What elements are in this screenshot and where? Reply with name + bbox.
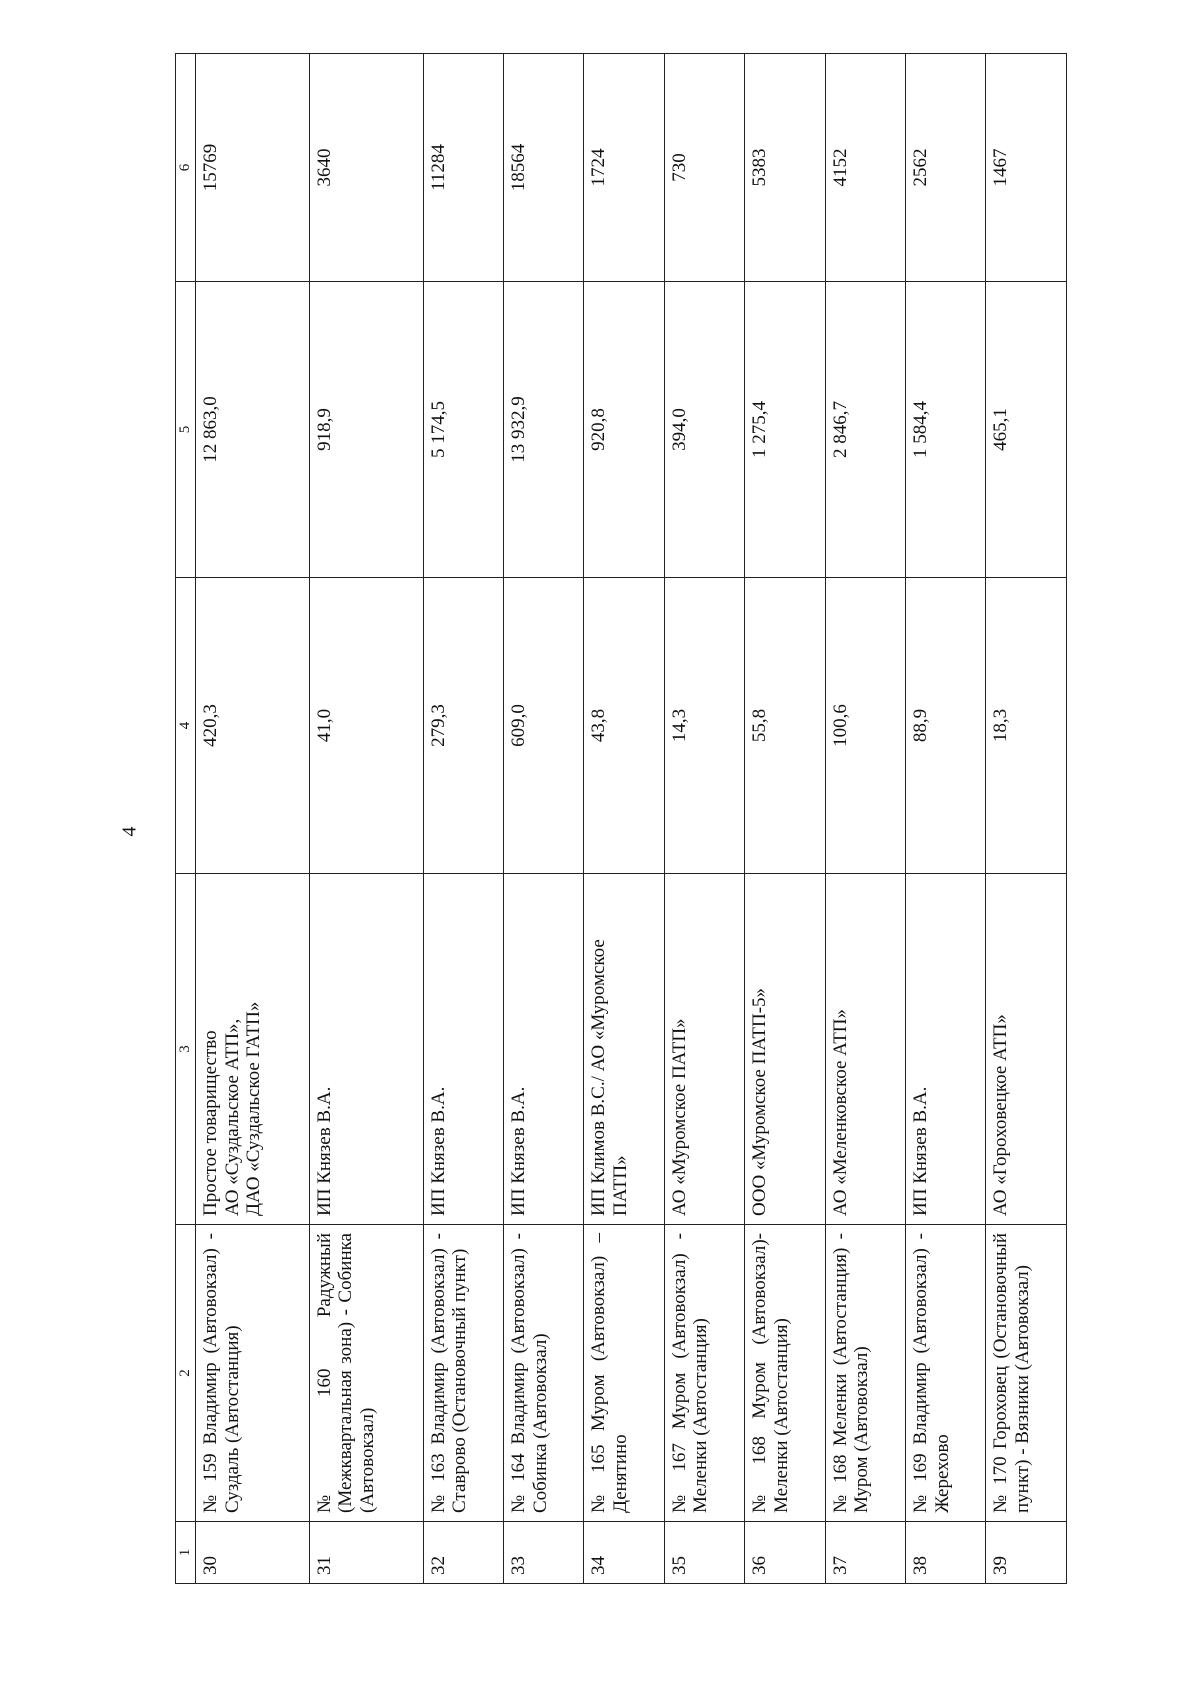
carrier-line: ООО «Муромское ПАТП-5» [749, 987, 771, 1216]
value-cell-col-5: 1 275,4 [745, 282, 825, 578]
carrier-cell [584, 874, 664, 1225]
value-cell-col-4: 43,8 [584, 578, 664, 874]
row-number-cell: 33 [503, 1522, 583, 1584]
value-cell-col-4: 279,3 [423, 578, 503, 874]
value-cell-col-4: 18,3 [986, 578, 1067, 874]
carrier-line: ИП Князев В.А. [507, 1086, 529, 1216]
value-cell-col-6: 15769 [196, 54, 310, 282]
row-number-cell: 36 [745, 1522, 825, 1584]
table-row [584, 54, 664, 1584]
table-row [664, 54, 744, 1584]
route-cell: № 159 Владимир (Автовокзал) - Суздаль (Автостанция) [196, 1225, 310, 1522]
carrier-cell [196, 874, 310, 1225]
route-cell: № 168 Муром (Автовокзал)- Меленки (Автостанция) [745, 1225, 825, 1522]
value-cell-col-5: 1 584,4 [906, 282, 986, 578]
table-row [986, 54, 1067, 1584]
row-number-cell: 37 [825, 1522, 905, 1584]
routes-table [175, 53, 1067, 1584]
header-col-4: 4 [176, 578, 196, 874]
route-cell: № 164 Владимир (Автовокзал) - Собинка (Автовокзал) [503, 1225, 583, 1522]
table-row [196, 54, 310, 1584]
carrier-cell [986, 874, 1067, 1225]
carrier-cell [503, 874, 583, 1225]
table-row [906, 54, 986, 1584]
row-number-cell: 39 [986, 1522, 1067, 1584]
value-cell-col-5: 5 174,5 [423, 282, 503, 578]
table-row [309, 54, 423, 1584]
value-cell-col-4: 88,9 [906, 578, 986, 874]
carrier-cell [423, 874, 503, 1225]
value-cell-col-6: 11284 [423, 54, 503, 282]
page-number: 4 [118, 826, 141, 837]
value-cell-col-4: 41,0 [309, 578, 423, 874]
carrier-cell [745, 874, 825, 1225]
value-cell-col-6: 3640 [309, 54, 423, 282]
header-col-2: 2 [176, 1225, 196, 1522]
value-cell-col-5: 920,8 [584, 282, 664, 578]
carrier-line: АО «Суздальское АТП», [221, 1018, 243, 1216]
carrier-line: Простое товарищество [200, 1030, 222, 1216]
carrier-line: АО «Меленковское АТП» [829, 1008, 851, 1216]
value-cell-col-5: 13 932,9 [503, 282, 583, 578]
carrier-cell [906, 874, 986, 1225]
carrier-line: ИП Князев В.А. [910, 1086, 932, 1216]
row-number-cell: 32 [423, 1522, 503, 1584]
value-cell-col-4: 609,0 [503, 578, 583, 874]
value-cell-col-5: 2 846,7 [825, 282, 905, 578]
carrier-cell [309, 874, 423, 1225]
header-col-1: 1 [176, 1522, 196, 1584]
carrier-line: ИП Князев В.А. [427, 1086, 449, 1216]
value-cell-col-6: 4152 [825, 54, 905, 282]
table-row [825, 54, 905, 1584]
value-cell-col-5: 918,9 [309, 282, 423, 578]
routes-table-container [175, 54, 1067, 1584]
value-cell-col-5: 12 863,0 [196, 282, 310, 578]
route-cell: № 169 Владимир (Автовокзал) - Жерехово [906, 1225, 986, 1522]
table-row [423, 54, 503, 1584]
value-cell-col-4: 55,8 [745, 578, 825, 874]
route-cell: № 168 Меленки (Автостанция) - Муром (Автовокзал) [825, 1225, 905, 1522]
route-cell: № 170 Гороховец (Остановочный пункт) - Вязники (Автовокзал) [986, 1225, 1067, 1522]
header-col-5: 5 [176, 282, 196, 578]
header-col-6: 6 [176, 54, 196, 282]
value-cell-col-5: 465,1 [986, 282, 1067, 578]
value-cell-col-6: 2562 [906, 54, 986, 282]
carrier-cell [825, 874, 905, 1225]
header-col-3: 3 [176, 874, 196, 1225]
carrier-line: АО «Муромское ПАТП» [668, 1018, 690, 1216]
row-number-cell: 35 [664, 1522, 744, 1584]
row-number-cell: 30 [196, 1522, 310, 1584]
route-cell: № 163 Владимир (Автовокзал) - Ставрово (Остановочный пункт) [423, 1225, 503, 1522]
table-header-row [176, 54, 196, 1584]
row-number-cell: 38 [906, 1522, 986, 1584]
value-cell-col-6: 730 [664, 54, 744, 282]
table-row [503, 54, 583, 1584]
value-cell-col-6: 1724 [584, 54, 664, 282]
table-body [196, 54, 1067, 1584]
carrier-line: ДАО «Суздальское ГАТП» [243, 1001, 265, 1216]
carrier-line: ИП Климов В.С./ АО «Муромское ПАТП» [588, 939, 632, 1216]
carrier-cell [664, 874, 744, 1225]
value-cell-col-5: 394,0 [664, 282, 744, 578]
route-cell: № 167 Муром (Автовокзал) - Меленки (Автостанция) [664, 1225, 744, 1522]
value-cell-col-6: 18564 [503, 54, 583, 282]
value-cell-col-4: 100,6 [825, 578, 905, 874]
value-cell-col-6: 5383 [745, 54, 825, 282]
row-number-cell: 34 [584, 1522, 664, 1584]
route-cell: № 165 Муром (Автовокзал) – Денятино [584, 1225, 664, 1522]
value-cell-col-4: 420,3 [196, 578, 310, 874]
route-cell: № 160 Радужный (Межквартальная зона) - Собинка (Автовокзал) [309, 1225, 423, 1522]
carrier-line: ИП Князев В.А. [313, 1086, 335, 1216]
carrier-line: АО «Гороховецкое АТП» [990, 1014, 1012, 1216]
value-cell-col-6: 1467 [986, 54, 1067, 282]
value-cell-col-4: 14,3 [664, 578, 744, 874]
row-number-cell: 31 [309, 1522, 423, 1584]
table-row [745, 54, 825, 1584]
